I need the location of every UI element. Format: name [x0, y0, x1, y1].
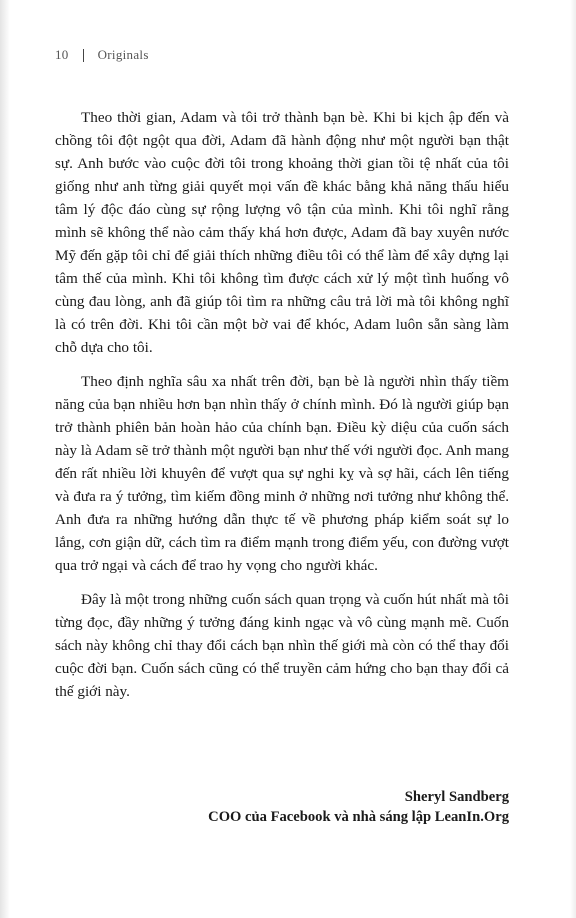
foreword-body — [55, 106, 509, 714]
signature-block — [208, 787, 509, 827]
page-edge-shadow — [570, 0, 576, 918]
paragraph: Đây là một trong những cuốn sách quan trọng và cuốn hút nhất mà tôi từng đọc, đầy những ý tưởng đáng kinh ngạc và vô cùng mạnh mẽ. Cuốn sách này không chỉ thay đổi cách bạn nhìn thế giới mà còn có thể thay đổi cuộc đời bạn. Cuốn sách cũng có thể truyền cảm hứng cho bạn thay đổi cả thế giới này. — [55, 591, 509, 700]
signature-title: COO của Facebook và nhà sáng lập LeanIn.Org — [208, 809, 509, 825]
header-divider — [83, 49, 84, 62]
running-header — [55, 47, 149, 63]
book-title: Originals — [97, 47, 149, 62]
paragraph: Theo định nghĩa sâu xa nhất trên đời, bạn bè là người nhìn thấy tiềm năng của bạn nhiều hơn bạn nhìn thấy ở chính mình. Đó là người giúp bạn trở thành phiên bản hoàn hảo của chính bạn. Điều kỳ diệu của cuốn sách này là Adam sẽ trở thành một người bạn như thế với người đọc. Anh mang đến rất nhiều lời khuyên để vượt qua sự nghi kỵ và sợ hãi, cách lên tiếng và đưa ra ý tưởng, tìm kiếm đồng minh ở những nơi tưởng như không thể. Anh đưa ra những hướng dẫn thực tế về phương pháp kiểm soát sự lo lắng, cơn giận dữ, cách tìm ra điểm mạnh trong điểm yếu, con đường vượt qua trở ngại và cách để trao hy vọng cho người khác. — [55, 373, 509, 574]
page-number: 10 — [55, 47, 69, 62]
signature-name: Sheryl Sandberg — [404, 789, 509, 805]
page-gutter-shadow — [0, 0, 10, 918]
paragraph: Theo thời gian, Adam và tôi trở thành bạn bè. Khi bi kịch ập đến và chồng tôi đột ngột qua đời, Adam đã hành động như một người bạn thật sự. Anh bước vào cuộc đời tôi trong khoảng thời gian tồi tệ nhất của tôi giống như anh từng giải quyết mọi vấn đề khác bằng khả năng thấu hiểu tâm lý độc đáo cùng sự rộng lượng vô tận của mình. Khi tôi nghĩ rằng mình sẽ không thể nào cảm thấy khá hơn được, Adam đã bay xuyên nước Mỹ đến gặp tôi chỉ để giải thích những điều tôi có thể làm để xây dựng lại tâm thế của mình. Khi tôi không tìm được cách xử lý một tình huống vô cùng đau lòng, anh đã giúp tôi tìm ra những câu trả lời mà tôi không nghĩ là có trên đời. Khi tôi cần một bờ vai để khóc, Adam luôn sẵn sàng làm chỗ dựa cho tôi. — [55, 109, 509, 356]
